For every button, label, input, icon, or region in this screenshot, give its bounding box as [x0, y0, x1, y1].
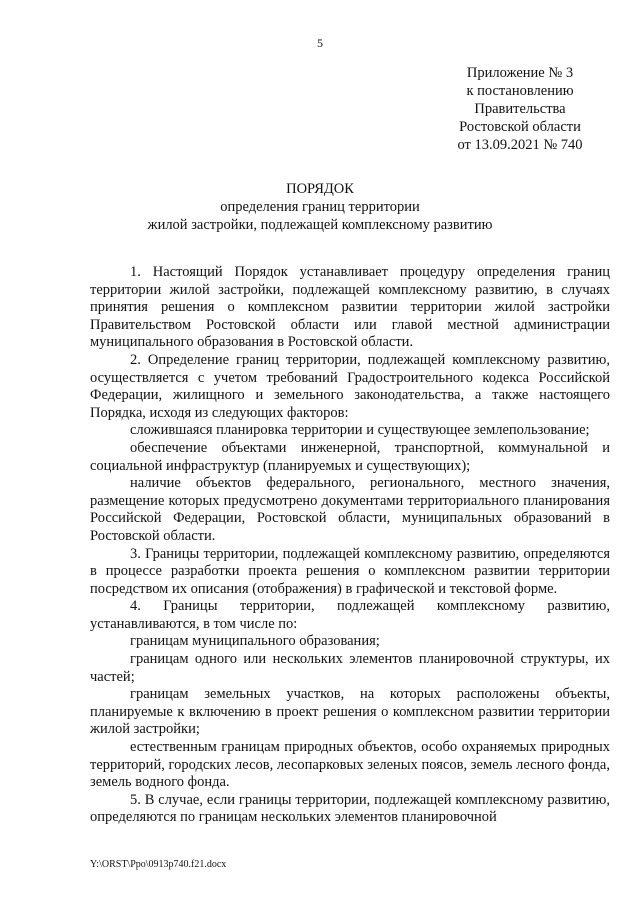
paragraph: 1. Настоящий Порядок устанавливает процедуру определения границ территории жилой застройки, подлежащей комплексному развитию, в случаях принятия решения о комплексном развитии территории жилой застройки Правительством Ростовской области или главой местной администрации муниципального образования в Ростовской области.	[90, 264, 610, 351]
appendix-line: Ростовской области	[459, 119, 581, 135]
title-block	[0, 180, 640, 234]
appendix-line: от 13.09.2021 № 740	[457, 137, 583, 153]
appendix-line: Приложение № 3	[466, 65, 574, 81]
appendix-line: к постановлению	[466, 83, 574, 99]
paragraph: наличие объектов федерального, регионального, местного значения, размещение которых предусмотрено документами территориального планирования Российской Федерации, Ростовской области, муниципальных образований в Ростовской области.	[90, 475, 610, 544]
appendix-block	[440, 64, 600, 154]
document-subtitle: определения границ территории	[220, 199, 420, 215]
paragraph: сложившаяся планировка территории и существующее землепользование;	[130, 422, 590, 439]
paragraph: естественным границам природных объектов, особо охраняемых природных территорий, городских лесов, лесопарковых зеленых поясов, земель лесного фонда, земель водного фонда.	[90, 739, 610, 791]
document-body	[90, 264, 610, 827]
paragraph: 2. Определение границ территории, подлежащей комплексному развитию, осуществляется с учетом требований Градостроительного кодекса Российской Федерации, жилищного и земельного законодательства, а также настоящего Порядка, исходя из следующих факторов:	[90, 351, 610, 421]
paragraph: 3. Границы территории, подлежащей комплексному развитию, определяются в процессе разработки проекта решения о комплексном развитии территории посредством их описания (отображения) в графической и текстовой форме.	[90, 545, 610, 597]
document-subtitle: жилой застройки, подлежащей комплексному развитию	[147, 217, 493, 233]
paragraph: 5. В случае, если границы территории, подлежащей комплексному развитию, определяются по границам нескольких элементов планировочной	[90, 791, 610, 826]
paragraph: границам одного или нескольких элементов планировочной структуры, их частей;	[90, 651, 610, 685]
paragraph: обеспечение объектами инженерной, транспортной, коммунальной и социальной инфраструктур (планируемых и существующих);	[90, 439, 610, 474]
appendix-line: Правительства	[474, 101, 566, 117]
paragraph: границам муниципального образования;	[130, 633, 380, 650]
paragraph: границам земельных участков, на которых расположены объекты, планируемые к включению в проект решения о комплексном развитии территории жилой застройки;	[90, 686, 610, 738]
document-heading: ПОРЯДОК	[286, 181, 354, 197]
paragraph: 4. Границы территории, подлежащей комплексному развитию, устанавливаются, в том числе по:	[90, 598, 610, 632]
file-path-footer: Y:\ORST\Ppo\0913p740.f21.docx	[90, 859, 227, 870]
page-number: 5	[317, 36, 323, 50]
